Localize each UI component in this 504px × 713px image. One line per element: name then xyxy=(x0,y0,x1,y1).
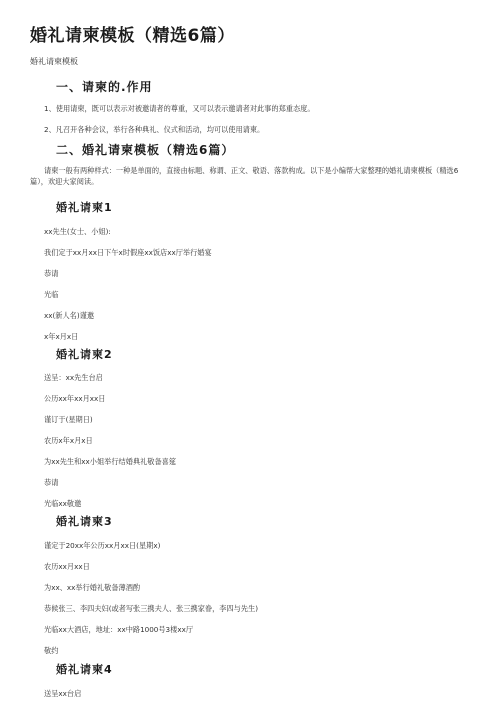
card-line: 光临xx大酒店，地址：xx中路1000号3楼xx厅 xyxy=(44,625,194,634)
card-line: 谨订于(星期日) xyxy=(44,415,93,424)
card-line: 农历x年x月x日 xyxy=(44,436,93,445)
card-line: 送呈：xx先生台启 xyxy=(44,373,103,382)
list-item: 1、使用请柬，既可以表示对被邀请者的尊重，又可以表示邀请者对此事的郑重态度。 xyxy=(44,104,315,113)
card-line: 恭请 xyxy=(44,478,59,487)
page-subtitle: 婚礼请柬模板 xyxy=(30,57,78,66)
card-line: 送呈xx台启 xyxy=(44,689,82,698)
card-line: 敬约 xyxy=(44,646,59,655)
card-line: 公历xx年xx月xx日 xyxy=(44,394,106,403)
card-line: xx(新人名)谨邀 xyxy=(44,311,95,320)
section-heading-purpose: 一、请柬的.作用 xyxy=(56,80,153,94)
card-line: 农历xx月xx日 xyxy=(44,562,90,571)
card-heading-1: 婚礼请柬1 xyxy=(56,201,113,214)
card-line: 谨定于20xx年公历xx月xx日(星期x) xyxy=(44,541,161,550)
card-heading-4: 婚礼请柬4 xyxy=(56,663,113,676)
card-line: 恭请 xyxy=(44,269,59,278)
card-line: 光临 xyxy=(44,290,59,299)
card-line: xx先生(女士、小姐): xyxy=(44,227,111,236)
card-line: x年x月x日 xyxy=(44,332,79,341)
card-line: 为xx先生和xx小姐举行结婚典礼敬备喜筵 xyxy=(44,457,177,466)
intro-paragraph: 请柬一般有两种样式：一种是单面的，直接由标题、称谓、正文、敬语、落款构成。以下是小编帮大家整理的婚礼请柬模板（精选6篇），欢迎大家阅读。 xyxy=(30,166,459,186)
card-line: 我们定于xx月xx日下午x时假座xx饭店xx厅举行婚宴 xyxy=(44,248,212,257)
page-title: 婚礼请柬模板（精选6篇） xyxy=(30,26,235,46)
card-heading-2: 婚礼请柬2 xyxy=(56,348,113,361)
card-line: 恭候张三、李四夫妇(或者写张三携夫人、张三携家眷，李四与先生) xyxy=(44,604,259,613)
list-item: 2、凡召开各种会议，举行各种典礼、仪式和活动，均可以使用请柬。 xyxy=(44,125,265,134)
card-line: 为xx、xx举行婚礼敬备薄酒酌 xyxy=(44,583,141,592)
card-heading-3: 婚礼请柬3 xyxy=(56,515,113,528)
card-line: 光临xx敬邀 xyxy=(44,499,82,508)
section-heading-templates: 二、婚礼请柬模板（精选6篇） xyxy=(56,143,235,157)
